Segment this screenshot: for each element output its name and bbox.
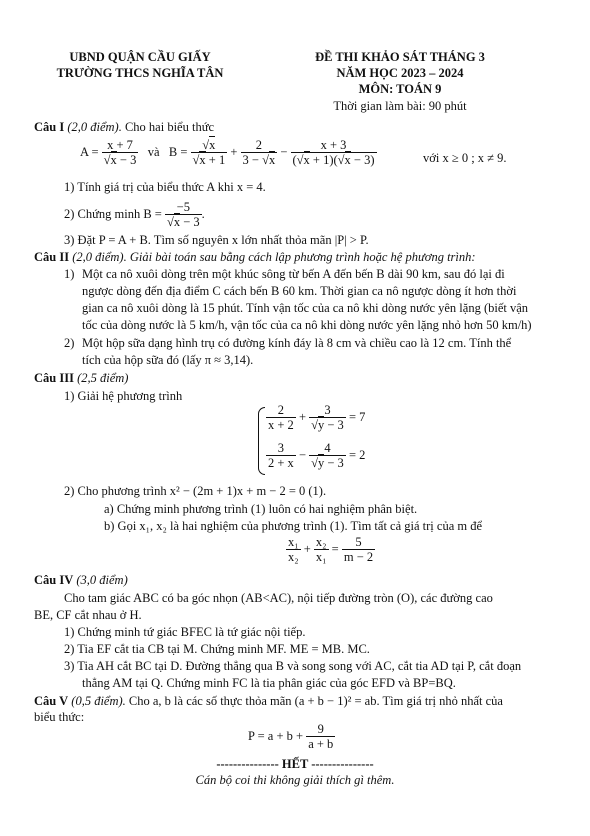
q2-item-1-line-3: gian ca nô xuôi dòng là 15 phút. Tính vận tốc của ca nô khi dòng nước yên lặng (biết vận — [82, 301, 529, 315]
q3-item-2: 2) Cho phương trình x² − (2m + 1)x + m − 2 = 0 (1). — [64, 484, 327, 498]
q3-sub-b: b) Gọi x₁, x₂ là hai nghiệm của phương trình (1). Tìm tất cả giá trị của m để — [104, 519, 483, 533]
expressions-a-b: A = $\frac{x + 7}{√x - 3}$ và B = $\frac{√x}{√x + 1}$ + $\frac{2}{3 - √x}$ − $\frac{x + 3}{(√x + 1)(√x - 3)}$ — [80, 138, 375, 168]
q4-item-3-line-1: 3) Tia AH cắt BC tại D. Đường thẳng qua B và song song với AC, cắt tia AD tại P, cắt đoạn — [64, 659, 522, 673]
q4-item-1: 1) Chứng minh tứ giác BFEC là tứ giác nội tiếp. — [64, 625, 306, 639]
q5-expression: P = a + b + $\frac{9}{a + b}$ — [248, 722, 334, 752]
duration: Thời gian làm bài: 90 phút — [333, 99, 467, 113]
system-equation-1: $\frac{2}{x + 2}$ + $\frac{3}{√y - 3}$ = 7 — [268, 403, 366, 433]
q3-item-1: 1) Giải hệ phương trình — [64, 389, 183, 403]
subject: MÔN: TOÁN 9 — [358, 82, 442, 96]
q2-item-1-line-4: tốc của dòng nước là 5 km/h, vận tốc của ca nô khi dòng nước yên lặng nhỏ hơn 50 km/h) — [82, 318, 532, 332]
question-3-heading: Câu III (2,5 điểm) — [34, 371, 129, 385]
q3-condition-formula: $\frac{\text{x₁}}{\text{x₂}}$ + $\frac{\text{x₂}}{\text{x₁}}$ = $\frac{5}{m - 2}$ — [288, 535, 374, 565]
q3-sub-a: a) Chứng minh phương trình (1) luôn có hai nghiệm phân biệt. — [104, 502, 418, 516]
q2-item-1-line-1: Một ca nô xuôi dòng trên một khúc sông từ bến A đến bến B dài 90 km, sau đó lại đi — [82, 267, 505, 281]
proctor-note: Cán bộ coi thi không giải thích gì thêm. — [195, 773, 395, 787]
q5-text-line-2: biểu thức: — [34, 710, 85, 724]
condition: với x ≥ 0 ; x ≠ 9. — [423, 151, 507, 165]
system-equation-2: $\frac{3}{2 + x}$ − $\frac{4}{√y - 3}$ = 2 — [268, 441, 366, 471]
question-2-heading: Câu II (2,0 điểm). Giải bài toán sau bằng cách lập phương trình hoặc hệ phương trình: — [34, 250, 476, 264]
department-name: UBND QUẬN CẦU GIẤY — [69, 50, 211, 64]
end-marker: --------------- HẾT --------------- — [216, 757, 374, 771]
q2-item-1-line-2: ngược dòng đến địa điểm C cách bến B 60 km. Thời gian ca nô ngược dòng ít hơn thời — [82, 284, 517, 298]
exam-title: ĐỀ THI KHẢO SÁT THÁNG 3 — [315, 50, 485, 64]
q4-intro-line-1: Cho tam giác ABC có ba góc nhọn (AB<AC), nội tiếp đường tròn (O), các đường cao — [64, 591, 493, 605]
q4-item-3-line-2: thẳng AM tại Q. Chứng minh FC là tia phân giác của góc EFD và BP=BQ. — [82, 676, 456, 690]
q1-item-2: 2) Chứng minh B = $\frac{-5}{√x - 3}$ . — [64, 200, 205, 230]
question-5-heading: Câu V (0,5 điểm). Cho a, b là các số thực thỏa mãn (a + b − 1)² = ab. Tìm giá trị nhỏ nhất của — [34, 694, 503, 708]
q1-item-3: 3) Đặt P = A + B. Tìm số nguyên x lớn nhất thỏa mãn |P| > P. — [64, 233, 369, 247]
q2-item-2-line-2: tích của hộp sữa đó (lấy π ≈ 3,14). — [82, 353, 254, 367]
q4-item-2: 2) Tia EF cắt tia CB tại M. Chứng minh MF. ME = MB. MC. — [64, 642, 370, 656]
school-year: NĂM HỌC 2023 – 2024 — [336, 66, 464, 80]
q2-item-2-line-1: Một hộp sữa dạng hình trụ có đường kính đáy là 8 cm và chiều cao là 12 cm. Tính thể — [82, 336, 512, 350]
q1-item-1: 1) Tính giá trị của biểu thức A khi x = 4. — [64, 180, 266, 194]
school-name: TRƯỜNG THCS NGHĨA TÂN — [56, 66, 224, 80]
question-4-heading: Câu IV (3,0 điểm) — [34, 573, 128, 587]
q4-intro-line-2: BE, CF cắt nhau ở H. — [34, 608, 142, 622]
question-1-heading: Câu I (2,0 điểm). Cho hai biểu thức — [34, 120, 215, 134]
system-brace — [258, 407, 265, 475]
